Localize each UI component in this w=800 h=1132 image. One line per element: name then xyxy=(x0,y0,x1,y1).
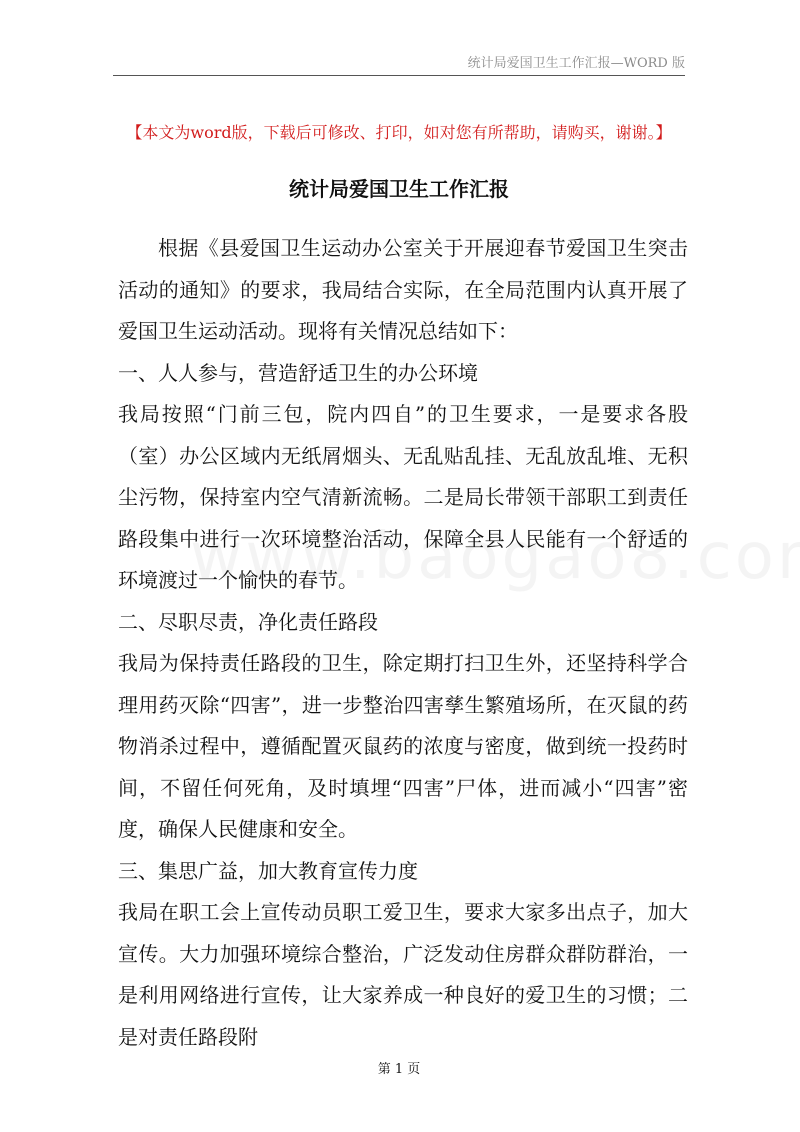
section-heading-3: 三、集思广益，加大教育宣传力度 xyxy=(118,858,418,883)
running-header: 统计局爱国卫生工作汇报—WORD 版 xyxy=(467,56,685,71)
download-notice: 【本文为word版，下载后可修改、打印，如对您有所帮助，请购买，谢谢。】 xyxy=(126,123,672,142)
section-heading-1: 一、人人参与，营造舒适卫生的办公环境 xyxy=(118,360,478,385)
page-number-value: 1 xyxy=(394,1062,404,1077)
page-number-prefix: 第 xyxy=(377,1062,391,1077)
section-paragraph-1: 我局按照“门前三包，院内四自”的卫生要求，一是要求各股（室）办公区域内无纸屑烟头、无乱贴乱挂、无乱放乱堆、无积尘污物，保持室内空气清新流畅。二是局长带领干部职工到责任路段集中进行一次环境整治活动，保障全县人民能有一个舒适的环境渡过一个愉快的春节。 xyxy=(118,402,688,592)
header-divider xyxy=(113,75,685,76)
intro-paragraph: 根据《县爱国卫生运动办公室关于开展迎春节爱国卫生突击活动的通知》的要求，我局结合实际，在全局范围内认真开展了爱国卫生运动活动。现将有关情况总结如下： xyxy=(118,236,688,343)
document-title: 统计局爱国卫生工作汇报 xyxy=(289,177,509,201)
page-number xyxy=(113,1058,685,1077)
section-paragraph-3: 我局在职工会上宣传动员职工爱卫生，要求大家多出点子，加大宣传。大力加强环境综合整治，广泛发动住房群众群防群治，一是利用网络进行宣传，让大家养成一种良好的爱卫生的习惯；二是对责任路段附 xyxy=(118,900,688,1049)
section-heading-2: 二、尽职尽责，净化责任路段 xyxy=(118,609,378,634)
document-body xyxy=(118,228,688,1058)
section-paragraph-2: 我局为保持责任路段的卫生，除定期打扫卫生外，还坚持科学合理用药灭除“四害”，进一步整治四害孳生繁殖场所，在灭鼠的药物消杀过程中，遵循配置灭鼠药的浓度与密度，做到统一投药时间，不留任何死角，及时填埋“四害”尸体，进而减小“四害”密度，确保人民健康和安全。 xyxy=(118,651,688,841)
page-number-suffix: 页 xyxy=(407,1062,421,1077)
